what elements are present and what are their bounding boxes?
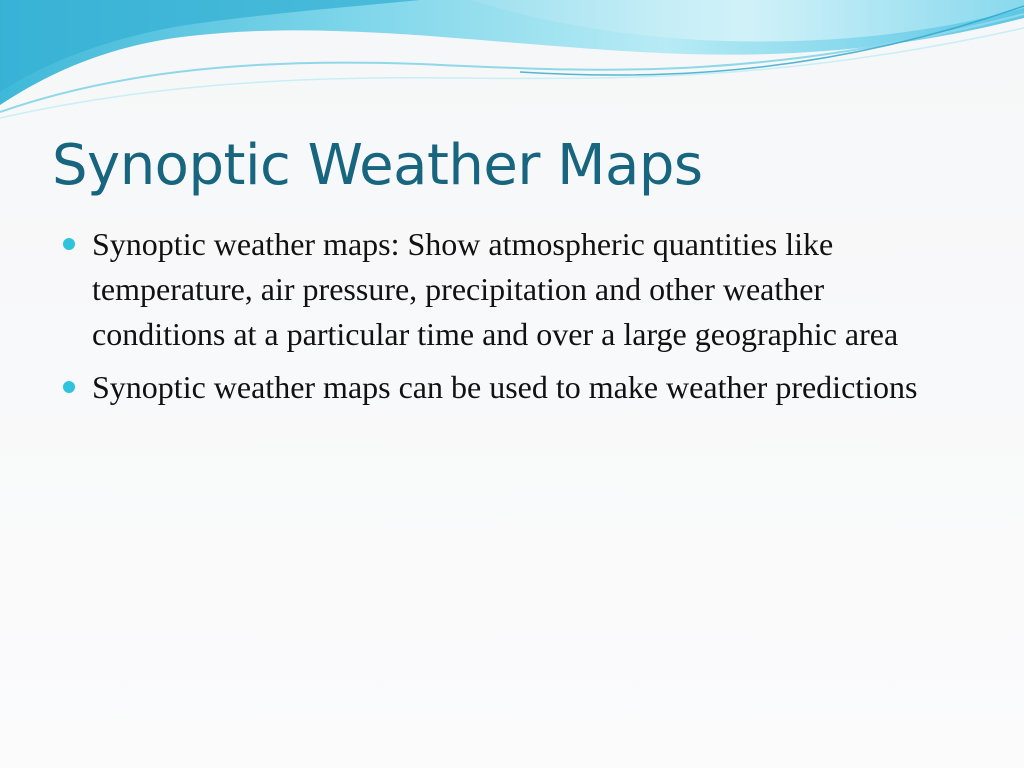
bullet-item [62,222,962,357]
bullet-item [62,365,962,410]
header-wave-decoration [0,0,1024,120]
slide-title: Synoptic Weather Maps [52,133,703,198]
bullet-list [62,222,962,418]
bullet-marker-icon [63,381,75,393]
bullet-marker-icon [63,238,75,250]
bullet-text: Synoptic weather maps: Show atmospheric quantities like temperature, air pressure, precipitation and other weather conditions at a particular time and over a large geographic area [92,226,899,352]
bullet-text: Synoptic weather maps can be used to make weather predictions [92,369,918,405]
